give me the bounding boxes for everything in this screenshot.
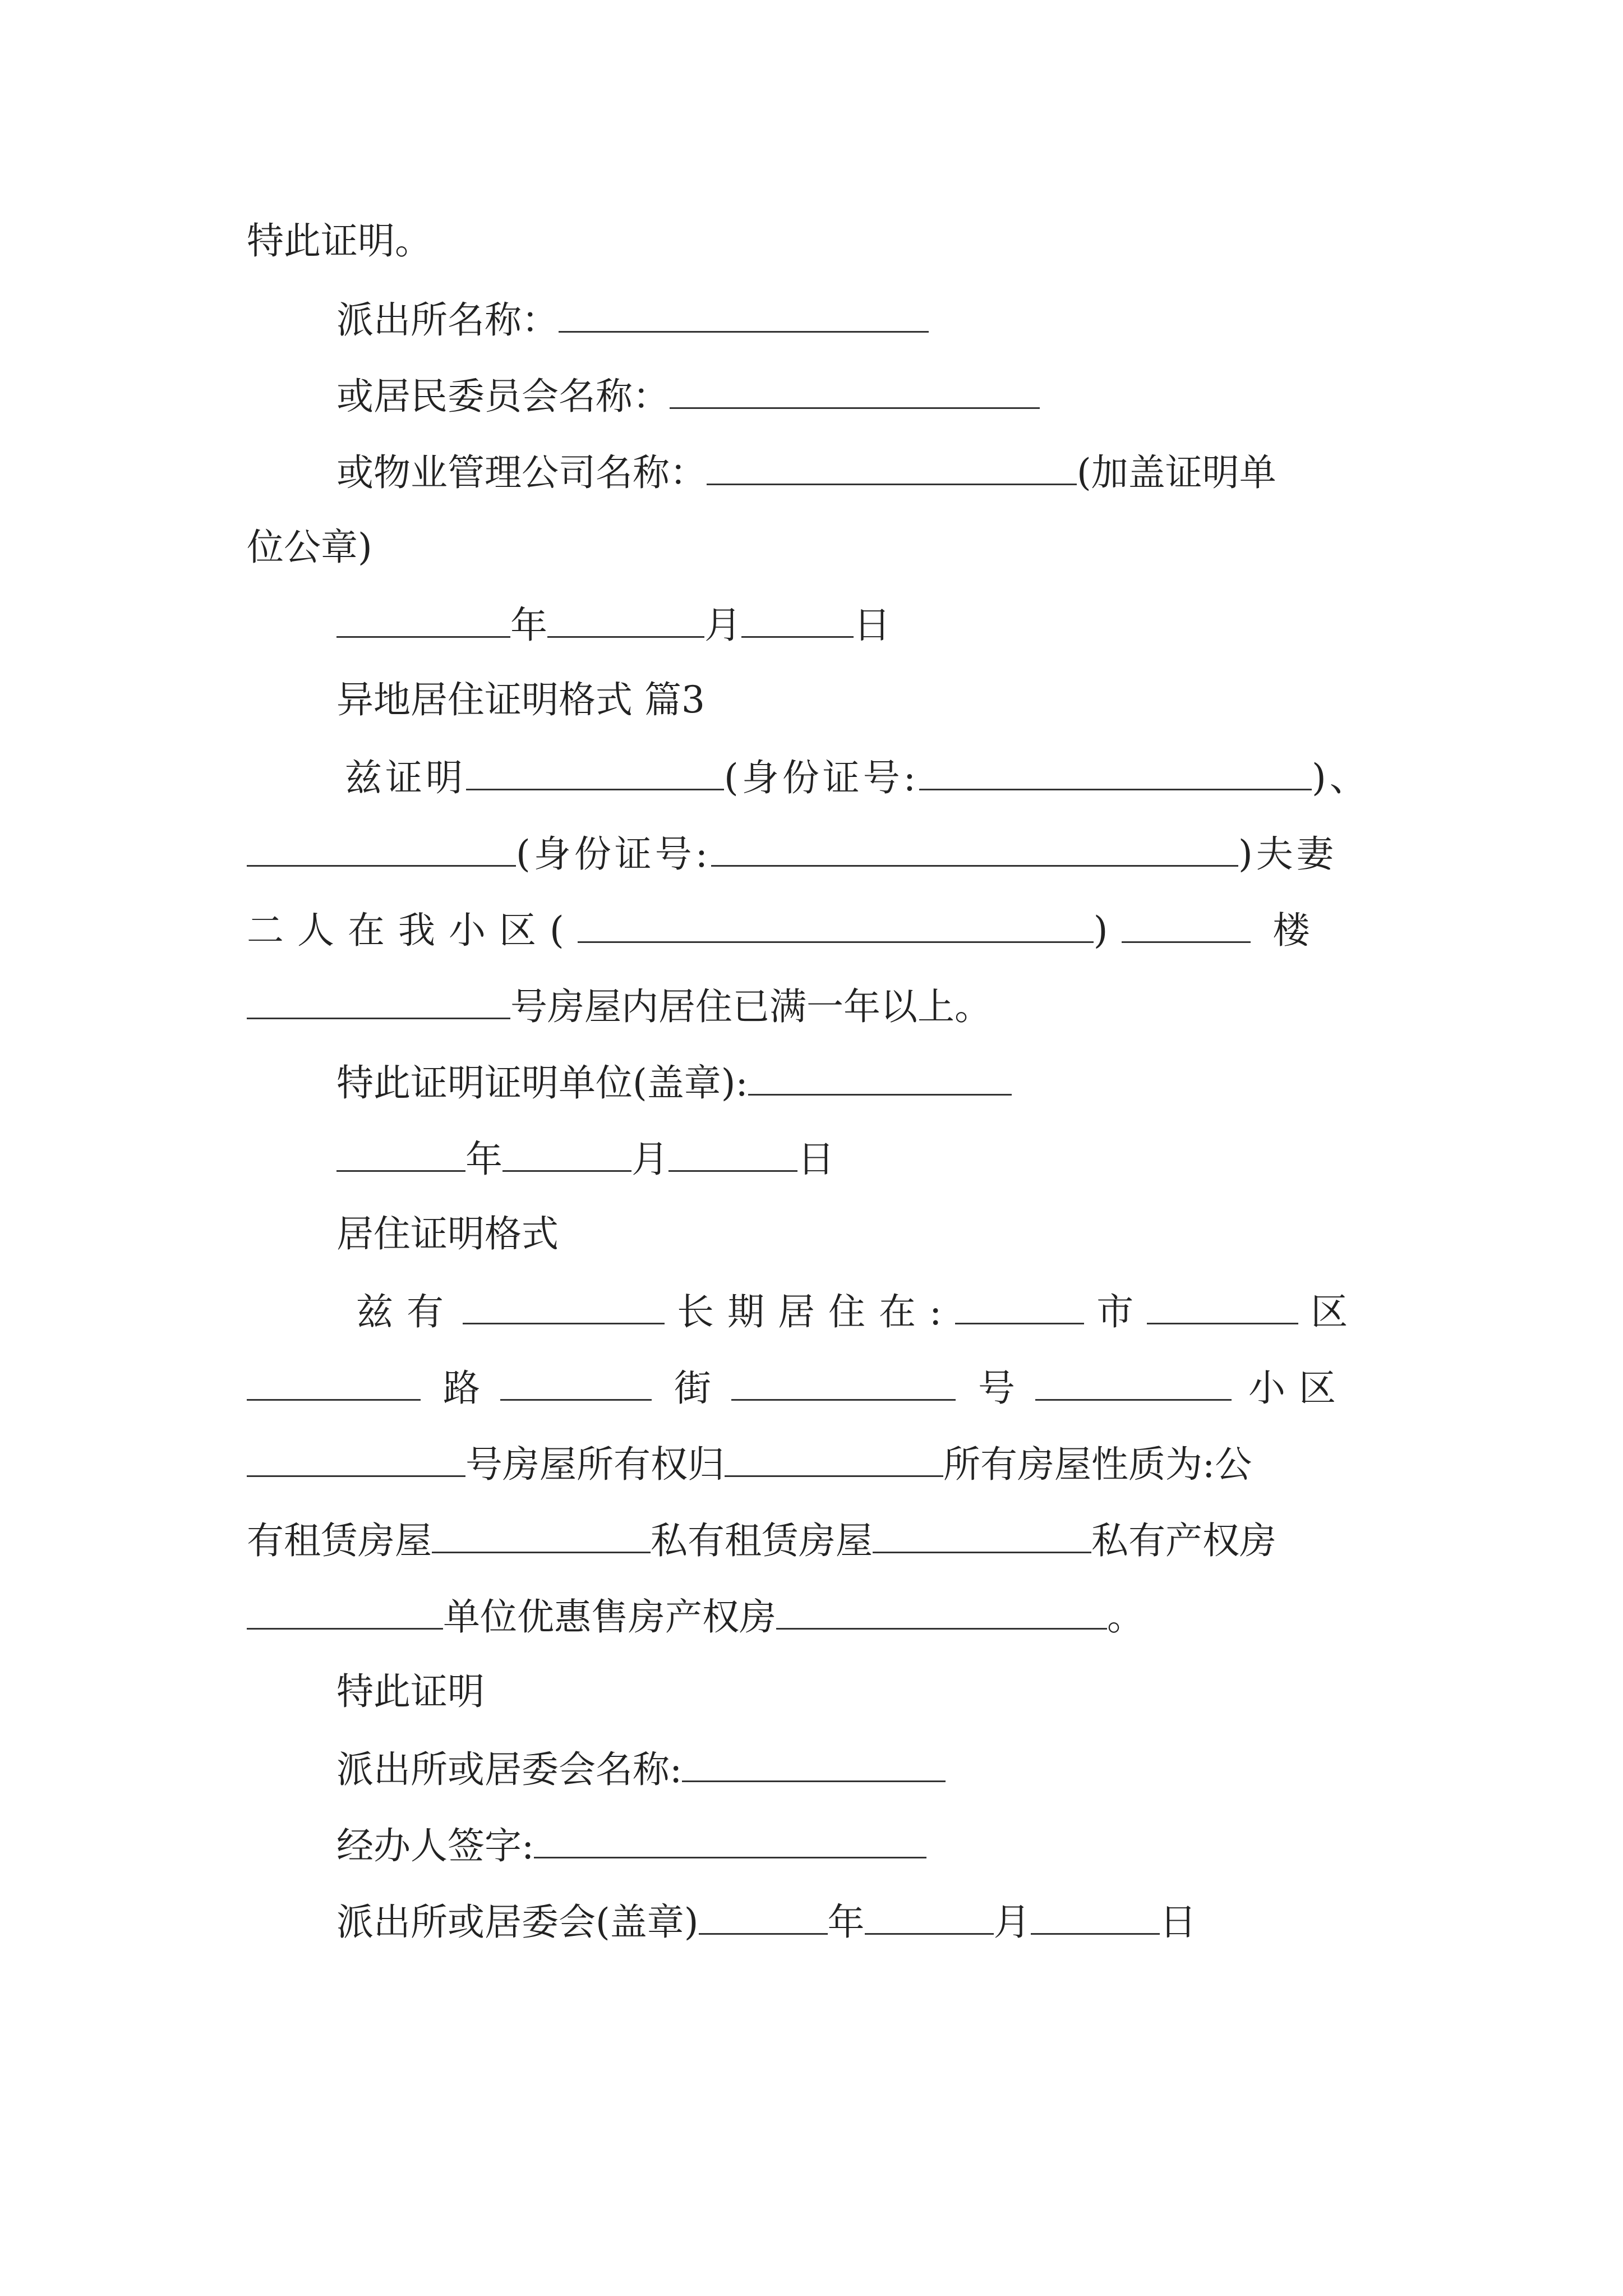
year-blank[interactable] — [336, 601, 510, 638]
room-blank[interactable] — [247, 983, 510, 1019]
private-rent-blank[interactable] — [873, 1517, 1091, 1553]
private-property-text: 私有产权房 — [1091, 1519, 1276, 1562]
closing-text: 特此证明。 — [247, 219, 432, 263]
residence-line-3 — [247, 1441, 1252, 1487]
seal-note-a: (加盖证明单 — [1077, 451, 1276, 494]
house-number-blank[interactable] — [247, 1441, 465, 1477]
handler-line — [336, 1822, 926, 1869]
residents-committee-blank[interactable] — [670, 372, 1040, 409]
building-blank[interactable] — [1122, 907, 1251, 943]
certify-line-2 — [247, 830, 1337, 877]
certify-line-3 — [247, 907, 1324, 953]
house-owner-text: 号房屋所有权归 — [465, 1443, 725, 1486]
day-blank[interactable] — [741, 601, 854, 638]
residence-line-4 — [247, 1517, 1276, 1563]
property-company-blank[interactable] — [707, 449, 1077, 485]
street-text: 街 — [674, 1366, 725, 1410]
id-open-text-2: (身份证号: — [516, 832, 711, 876]
public-rent-blank[interactable] — [432, 1517, 651, 1553]
month-label-2: 月 — [631, 1138, 668, 1181]
unit-discount-text: 单位优惠售房产权房 — [443, 1595, 776, 1639]
closing-line-3 — [336, 1669, 485, 1714]
building-text: 楼 — [1272, 909, 1324, 952]
section-heading-3 — [336, 1212, 559, 1257]
date-line-1 — [336, 601, 891, 648]
month-label: 月 — [704, 604, 741, 647]
month-blank[interactable] — [547, 601, 704, 638]
residence-line-2 — [247, 1364, 1349, 1411]
residence-line-5 — [247, 1593, 1144, 1640]
year-blank-2[interactable] — [336, 1135, 465, 1172]
nature-text: 所有房屋性质为:公 — [943, 1443, 1252, 1486]
community-blank[interactable] — [578, 907, 1094, 943]
heading-text-3: 居住证明格式 — [336, 1212, 559, 1255]
office-line — [336, 1746, 946, 1792]
year-label: 年 — [510, 604, 547, 647]
id-blank-1[interactable] — [919, 754, 1312, 790]
property-company-line — [336, 449, 1276, 495]
city-text: 市 — [1096, 1290, 1147, 1333]
certify-line-1 — [345, 754, 1370, 800]
road-text: 路 — [443, 1366, 494, 1410]
road-blank[interactable] — [247, 1364, 421, 1401]
day-blank-3[interactable] — [1031, 1898, 1160, 1935]
residence-text: 号房屋内居住已满一年以上。 — [510, 985, 992, 1028]
closing-line — [247, 219, 432, 264]
district-text: 区 — [1311, 1290, 1362, 1333]
date-line-2 — [336, 1135, 834, 1182]
month-label-3: 月 — [993, 1901, 1031, 1944]
seal-label: 派出所或居委会(盖章) — [336, 1901, 699, 1944]
office-blank[interactable] — [682, 1746, 946, 1782]
district-blank[interactable] — [1147, 1288, 1298, 1324]
resident-name-blank[interactable] — [463, 1288, 665, 1324]
street-blank[interactable] — [500, 1364, 652, 1401]
id-blank-2[interactable] — [711, 830, 1238, 867]
residents-committee-line — [336, 372, 1040, 419]
sign-line — [336, 1059, 1012, 1106]
name-blank-1[interactable] — [466, 754, 724, 790]
day-label-3: 日 — [1159, 1901, 1197, 1944]
residents-committee-label: 或居民委员会名称： — [336, 375, 670, 418]
intro-text: 兹证明 — [345, 756, 466, 799]
year-label-3: 年 — [827, 1901, 865, 1944]
end-mark: 。 — [1107, 1595, 1144, 1639]
day-label-2: 日 — [797, 1138, 834, 1181]
public-rent-text: 有租赁房屋 — [247, 1519, 432, 1562]
police-station-blank[interactable] — [559, 296, 929, 333]
number-blank[interactable] — [731, 1364, 956, 1401]
residence-line-1 — [356, 1288, 1361, 1335]
id-close-text: )、 — [1312, 756, 1370, 799]
sign-blank[interactable] — [748, 1059, 1012, 1096]
day-blank-2[interactable] — [668, 1135, 797, 1172]
certify-line-4 — [247, 983, 992, 1029]
unit-discount-blank[interactable] — [776, 1593, 1107, 1630]
community-name-blank[interactable] — [1035, 1364, 1232, 1401]
heading-text: 异地居住证明格式 篇3 — [336, 678, 705, 721]
private-rent-text: 私有租赁房屋 — [651, 1519, 873, 1562]
month-blank-2[interactable] — [502, 1135, 631, 1172]
sign-label: 特此证明证明单位(盖章): — [336, 1061, 748, 1105]
closing-text-3: 特此证明 — [336, 1670, 485, 1713]
intro-text-3: 兹有 — [356, 1290, 457, 1333]
community-text: 小区 — [1248, 1366, 1349, 1410]
year-label-2: 年 — [465, 1138, 502, 1181]
private-property-blank[interactable] — [247, 1593, 443, 1630]
name-blank-2[interactable] — [247, 830, 516, 867]
handler-blank[interactable] — [534, 1822, 926, 1858]
police-station-line — [336, 296, 929, 343]
day-label: 日 — [854, 604, 891, 647]
seal-note-b: 位公章) — [247, 526, 372, 569]
community-open-text: 二人在我小区( — [247, 909, 578, 952]
month-blank-3[interactable] — [865, 1898, 994, 1935]
number-text: 号 — [978, 1366, 1029, 1410]
owner-blank[interactable] — [725, 1441, 943, 1477]
year-blank-3[interactable] — [699, 1898, 828, 1935]
seal-date-line — [336, 1898, 1197, 1945]
city-blank[interactable] — [955, 1288, 1084, 1324]
office-label: 派出所或居委会名称: — [336, 1748, 683, 1791]
property-company-label: 或物业管理公司名称： — [336, 451, 707, 494]
id-open-text: (身份证号: — [724, 756, 919, 799]
handler-label: 经办人签字: — [336, 1824, 534, 1867]
police-station-label: 派出所名称： — [336, 298, 559, 342]
section-heading-2 — [336, 678, 705, 723]
community-close-text: ) — [1093, 909, 1122, 952]
long-term-text: 长期居住在: — [677, 1290, 956, 1333]
couple-text: )夫妻 — [1238, 832, 1337, 876]
seal-note-line — [247, 525, 372, 570]
